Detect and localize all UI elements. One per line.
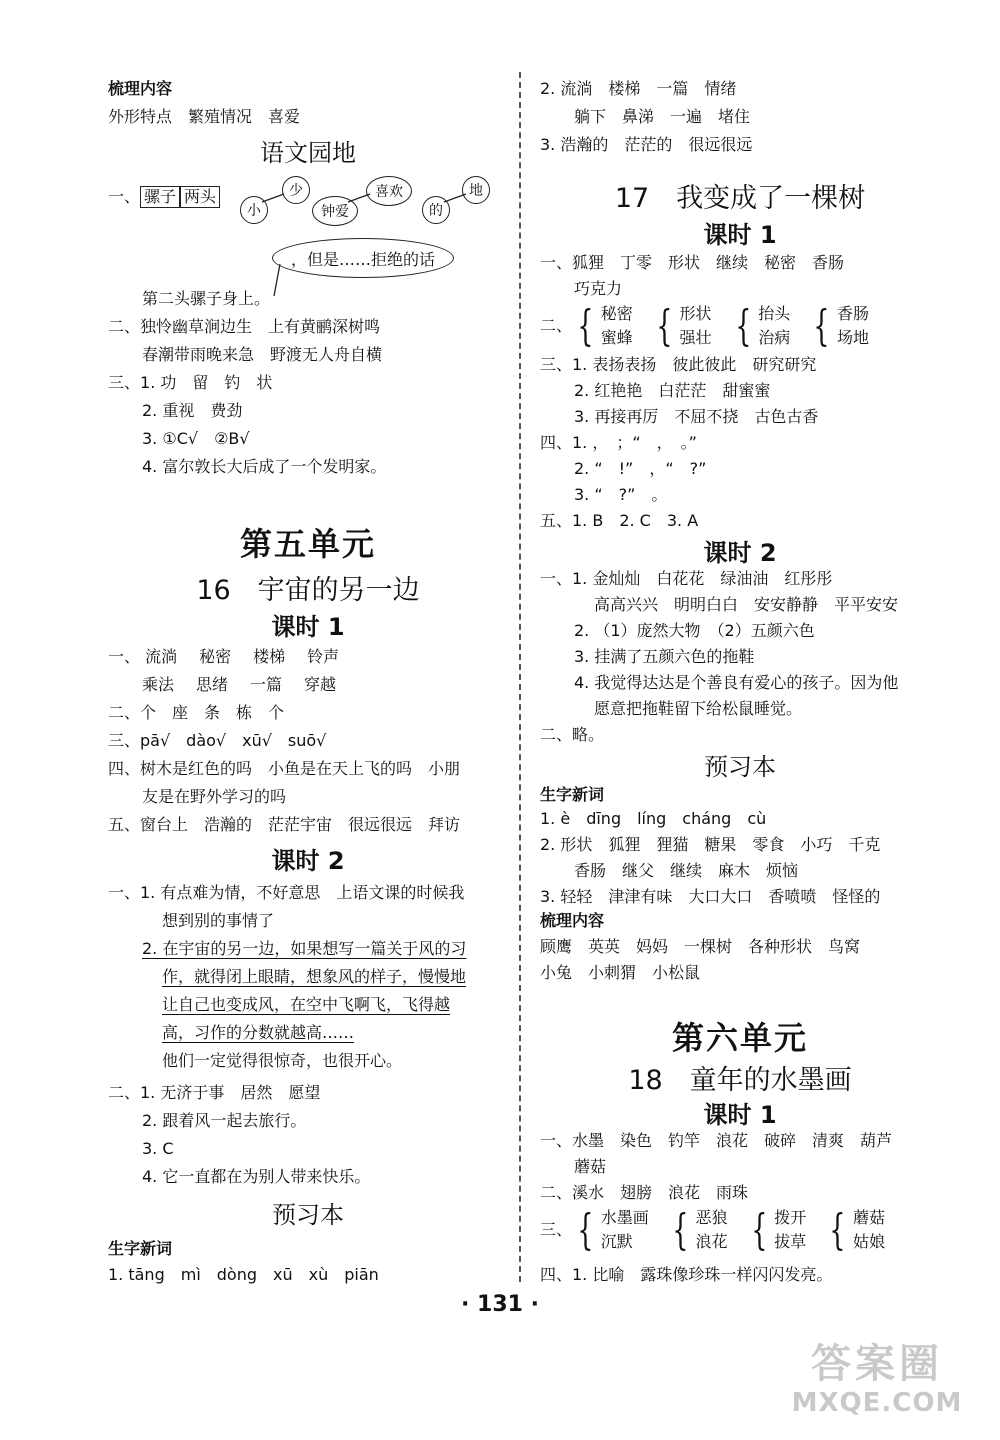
lesson17-title: 17 我变成了一棵树 [614, 183, 866, 214]
word: 拨开 [774, 1208, 807, 1227]
l16-k1-q1-line1 [108, 646, 339, 668]
yuwen-q3-line2: 2. 重视 费劲 [142, 401, 243, 420]
boxed-word-liangtou: 两头 [180, 186, 220, 208]
circle-word-di: 地 [462, 176, 490, 204]
word: 乘法 [142, 675, 175, 694]
word: 拔草 [774, 1232, 807, 1251]
brace-icon: { [750, 1205, 767, 1254]
l17-k1-q4-line3: 3. “ ?” 。 [574, 485, 668, 504]
l17-k2-title: 课时 2 [703, 539, 777, 567]
watermark-text-bottom: MXQE.COM [791, 1388, 963, 1418]
r-top-line2: 躺下 鼻涕 一遍 堵住 [574, 107, 751, 126]
l16-k2-q1-line1: 一、1. 有点难为情，不好意思 上语文课的时候我 [108, 883, 465, 902]
brace-group [730, 302, 791, 350]
l17-k2-q1-line6: 愿意把拖鞋留下给松鼠睡觉。 [594, 699, 803, 718]
word: 秘密 [199, 647, 232, 666]
word: 思绪 [196, 675, 229, 694]
r-new-words-line3: 香肠 继父 继续 麻木 烦恼 [574, 861, 799, 880]
connector-lines [108, 78, 508, 318]
l17-k2-q1-line1: 一、1. 金灿灿 白花花 绿油油 红彤彤 [540, 569, 833, 588]
yuwen-q3-line1 [108, 372, 272, 394]
l17-k1-q1-line1: 一、狐狸 丁零 形状 继续 秘密 香肠 [540, 253, 845, 272]
word: 楼梯 [253, 647, 286, 666]
r-sort-content-line1: 顾鹰 英英 妈妈 一棵树 各种形状 鸟窝 [540, 937, 861, 956]
l16-k2-q1-line2: 想到别的事情了 [162, 911, 275, 930]
word: 蘑菇 [853, 1208, 886, 1227]
l17-k1-q1-line2: 巧克力 [574, 279, 623, 298]
unit6-title: 第六单元 [671, 1019, 808, 1057]
question-number: 二、 [108, 317, 141, 336]
circle-word-xiao: 小 [240, 196, 268, 224]
connector-line [348, 194, 370, 202]
l17-k2-q2: 二、略。 [540, 725, 605, 744]
page-number: · 131 · [461, 1292, 539, 1317]
r-preview-title: 预习本 [704, 753, 776, 781]
l18-k1-q1-line1: 一、水墨 染色 钓竿 浪花 破碎 清爽 葫芦 [540, 1131, 893, 1150]
brace-icon: { [734, 301, 751, 350]
column-divider [519, 72, 521, 1282]
l17-k1-q4-line2: 2. “ !” ，“ ?” [574, 459, 707, 478]
lesson18-title: 18 童年的水墨画 [628, 1065, 852, 1096]
question-number: 二、 [540, 316, 573, 335]
l17-k1-q3-line2: 2. 红艳艳 白茫茫 甜蜜蜜 [574, 381, 771, 400]
l17-k1-q2 [540, 302, 887, 350]
yuwen-q3-line3: 3. ①C√ ②B√ [142, 429, 250, 448]
circle-word-zhongai: 钟爱 [312, 196, 358, 226]
circle-word-xihuan: 喜欢 [366, 176, 412, 206]
brace-group [746, 1206, 807, 1254]
brace-icon: { [813, 301, 830, 350]
watermark-text-top: 答案圈 [811, 1341, 943, 1387]
brace-icon: { [577, 1205, 594, 1254]
brace-group [651, 302, 712, 350]
brace-group [667, 1206, 728, 1254]
yuwen-q2-line2: 春潮带雨晚来急 野渡无人舟自横 [142, 345, 383, 364]
l16-k1-q3: 三、pā√ dào√ xū√ suō√ [108, 731, 327, 750]
word: 一篇 [250, 675, 283, 694]
l17-k2-q1-line3: 2. （1）庞然大物 （2）五颜六色 [574, 621, 815, 640]
unit5-title: 第五单元 [239, 525, 376, 563]
l18-k1-q2: 二、溪水 翅膀 浪花 雨珠 [540, 1183, 749, 1202]
brace-group [572, 302, 633, 350]
r-new-words-line4: 3. 轻轻 津津有味 大口大口 香喷喷 怪怪的 [540, 887, 881, 906]
l16-k2-q2-line1: 二、1. 无济于事 居然 愿望 [108, 1083, 321, 1102]
l17-k2-q1-line5: 4. 我觉得达达是个善良有爱心的孩子。因为他 [574, 673, 899, 692]
connector-line [262, 194, 284, 202]
l16-k1-q4-line1: 四、树木是红色的吗 小鱼是在天上飞的吗 小朋 [108, 759, 461, 778]
circle-word-shao: 少 [282, 176, 310, 204]
yuwen-q2-line1 [108, 316, 380, 338]
poem-line: 独怜幽草涧边生 上有黄鹂深树鸣 [140, 317, 381, 336]
word: 恶狼 [695, 1208, 728, 1227]
word: 浪花 [695, 1232, 728, 1251]
word: 强壮 [679, 328, 712, 347]
l16-k2-q2-line3: 3. C [142, 1139, 174, 1158]
word: 沉默 [600, 1232, 633, 1251]
l16-k2-q1-2-line1: 2. 在宇宙的另一边，如果想写一篇关于风的习 [142, 939, 467, 958]
connector-line [444, 194, 466, 202]
brace-icon: { [577, 301, 594, 350]
word: 穿越 [304, 675, 337, 694]
r-new-words-label: 生字新词 [540, 785, 605, 804]
sort-content-line: 外形特点 繁殖情况 喜爱 [108, 107, 301, 126]
question-number: 一、 [108, 187, 141, 206]
word: 姑娘 [853, 1232, 886, 1251]
connector-line [274, 264, 280, 296]
l17-k1-title: 课时 1 [703, 221, 777, 249]
l16-k1-q2: 二、个 座 条 栋 个 [108, 703, 285, 722]
l18-k1-q4: 四、1. 比喻 露珠像珍珠一样闪闪发亮。 [540, 1265, 833, 1284]
l16-k2-q1-2-line2: 作，就得闭上眼睛，想象风的样子，慢慢地 [162, 967, 467, 986]
preview-title: 预习本 [272, 1201, 344, 1229]
l16-k1-title: 课时 1 [271, 613, 345, 641]
word: 治病 [758, 328, 791, 347]
l16-k2-q1-2-line4: 高，习作的分数就越高…… [162, 1023, 355, 1042]
sort-content-label: 梳理内容 [108, 79, 173, 98]
l17-k1-q3-line3: 3. 再接再厉 不屈不挠 古色古香 [574, 407, 819, 426]
l18-k1-title: 课时 1 [703, 1101, 777, 1129]
lesson16-title: 16 宇宙的另一边 [196, 575, 420, 606]
l17-k2-q1-line4: 3. 挂满了五颜六色的拖鞋 [574, 647, 755, 666]
brace-group [808, 302, 869, 350]
answer-text: 1. 功 留 钓 状 [140, 373, 273, 392]
word: 抬头 [758, 304, 791, 323]
oval-phrase: ，但是……拒绝的话 [272, 238, 454, 278]
question-number: 一、 [108, 647, 141, 666]
l16-k2-q1-2-line5: 他们一定觉得很惊奇，也很开心。 [162, 1051, 403, 1070]
boxed-word-luozi: 骡子 [140, 186, 180, 208]
question-number: 三、 [108, 373, 141, 392]
l17-k1-q3-line1: 三、1. 表扬表扬 彼此彼此 研究研究 [540, 355, 817, 374]
word: 水墨画 [600, 1208, 649, 1227]
brace-group [572, 1206, 649, 1254]
new-words-line1: 1. tāng mì dòng xū xù piān [108, 1265, 379, 1284]
section-title-yuwen: 语文园地 [260, 139, 356, 167]
word: 蜜蜂 [600, 328, 633, 347]
circle-word-de: 的 [422, 196, 450, 224]
r-top-line1: 2. 流淌 楼梯 一篇 情绪 [540, 79, 737, 98]
brace-icon: { [656, 301, 673, 350]
l17-k1-q5: 五、1. B 2. C 3. A [540, 511, 699, 530]
word: 流淌 [145, 647, 178, 666]
brace-icon: { [829, 1205, 846, 1254]
l16-k2-q2-line4: 4. 它一直都在为别人带来快乐。 [142, 1167, 371, 1186]
l16-k2-q1-2-line3: 让自己也变成风，在空中飞啊飞，飞得越 [162, 995, 451, 1014]
r-sort-content-line2: 小兔 小刺猬 小松鼠 [540, 963, 701, 982]
l16-k1-q1-line2 [108, 674, 336, 696]
word: 形状 [679, 304, 712, 323]
word: 场地 [837, 328, 870, 347]
word: 秘密 [600, 304, 633, 323]
l16-k2-title: 课时 2 [271, 847, 345, 875]
l16-k1-q5: 五、窗台上 浩瀚的 茫茫宇宙 很远很远 拜访 [108, 815, 461, 834]
brace-icon: { [672, 1205, 689, 1254]
yuwen-q3-line4: 4. 富尔敦长大后成了一个发明家。 [142, 457, 387, 476]
l18-k1-q1-line2: 蘑菇 [574, 1157, 607, 1176]
r-top-line3: 3. 浩瀚的 茫茫的 很远很远 [540, 135, 753, 154]
l16-k1-q4-line2: 友是在野外学习的吗 [142, 787, 287, 806]
l16-k2-q2-line2: 2. 跟着风一起去旅行。 [142, 1111, 307, 1130]
l17-k1-q4-line1: 四、1. ， ；“ ， 。” [540, 433, 697, 452]
word: 铃声 [307, 647, 340, 666]
new-words-label: 生字新词 [108, 1239, 173, 1258]
l18-k1-q3 [540, 1206, 903, 1254]
watermark-logo [772, 1340, 982, 1424]
question-number: 三、 [540, 1220, 573, 1239]
r-new-words-line1: 1. è dīng líng cháng cù [540, 809, 767, 828]
l17-k2-q1-line2: 高高兴兴 明明白白 安安静静 平平安安 [594, 595, 899, 614]
word: 香肠 [837, 304, 870, 323]
yuwen-q1-sentence: 第二头骡子身上。 [142, 289, 271, 308]
brace-group [824, 1206, 885, 1254]
r-sort-content-label: 梳理内容 [540, 911, 605, 930]
r-new-words-line2: 2. 形状 狐狸 狸猫 糖果 零食 小巧 千克 [540, 835, 881, 854]
